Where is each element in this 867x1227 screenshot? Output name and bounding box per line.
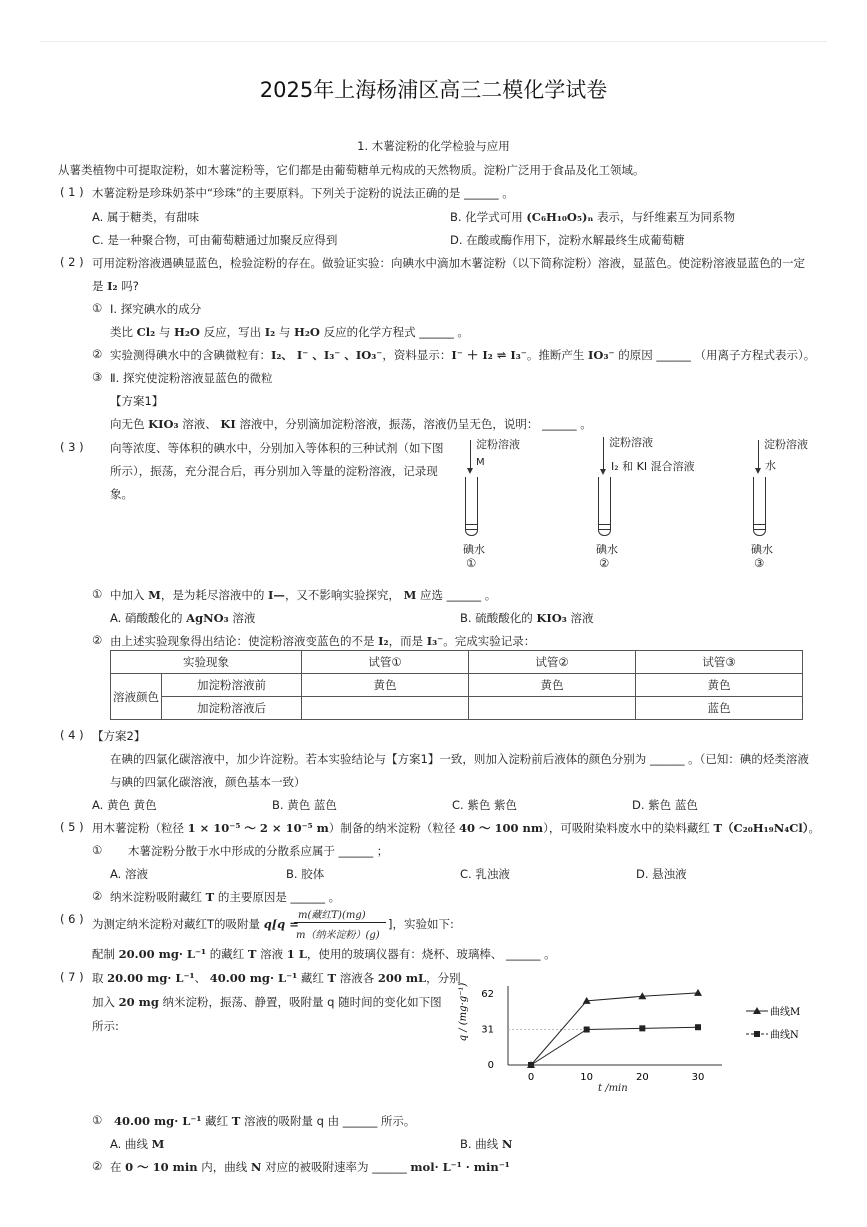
q2-sub1-text: 类比 Cl₂ 与 H₂O 反应，写出 I₂ 与 H₂O 反应的化学方程式 ______ 。: [110, 325, 469, 339]
q7-sub1-text: 40.00 mg· L⁻¹ 藏红 T 溶液的吸附量 q 由 ______ 所示。: [114, 1114, 416, 1128]
table-header-cell: 试管②: [469, 651, 636, 674]
table-header-cell: 试管①: [302, 651, 469, 674]
table-cell: 黄色: [636, 674, 803, 697]
q6-line2: 配制 20.00 mg· L⁻¹ 的藏红 T 溶液 1 L，使用的玻璃仪器有：烧杯、玻璃棒、 ______ 。: [92, 947, 556, 961]
tube3-top-label: 淀粉溶液: [764, 438, 808, 451]
q1-option-b: B. 化学式可用 (C₆H₁₀O₅)ₙ 表示，与纤维素互为同系物: [450, 210, 736, 224]
q1-option-c: C. 是一种聚合物，可由葡萄糖通过加聚反应得到: [92, 233, 338, 247]
q3-sub1-mark: ①: [92, 587, 103, 601]
q2-sub1-mark: ①: [92, 301, 103, 315]
table-row-label: 加淀粉溶液前: [162, 674, 302, 697]
chart-ylabel: q / (mg·g⁻¹): [458, 982, 469, 1042]
tube2-arrow-icon: [603, 437, 604, 473]
q3-number: ( 3 ): [60, 440, 84, 454]
q4-option-d: D. 紫色 蓝色: [632, 798, 698, 812]
plan1-text: 向无色 KIO₃ 溶液、 KI 溶液中，分别滴加淀粉溶液，振荡，溶液仍呈无色，说明： ______ 。: [110, 417, 592, 431]
q3-stem-line2: 所示），振荡，充分混合后，再分别加入等量的淀粉溶液，记录现: [110, 464, 438, 478]
tube2-top-label: 淀粉溶液: [609, 436, 653, 449]
q7-option-b: B. 曲线 N: [460, 1137, 513, 1151]
table-group-cell: 溶液颜色: [111, 674, 162, 720]
q7-option-a: A. 曲线 M: [110, 1137, 165, 1151]
q2-stem-line1: 可用淀粉溶液遇碘显蓝色，检验淀粉的存在。做验证实验：向碘水中滴加木薯淀粉（以下简称淀粉）溶液，显蓝色。使淀粉溶液显蓝色的一定: [92, 256, 805, 270]
q4-number: ( 4 ): [60, 728, 84, 742]
q4-option-b: B. 黄色 蓝色: [272, 798, 337, 812]
q3-option-b: B. 硫酸酸化的 KIO₃ 溶液: [460, 611, 594, 625]
data-point-n: [528, 1062, 534, 1068]
plan1-label: 【方案1】: [110, 394, 164, 408]
chart-legend: [746, 1005, 800, 1041]
q5-option-b: B. 胶体: [286, 867, 325, 881]
q7-number: ( 7 ): [60, 970, 84, 984]
q3-sub2-mark: ②: [92, 633, 103, 647]
tube1-arrow-icon: [470, 440, 471, 472]
data-point-n: [639, 1025, 645, 1031]
q6-number: ( 6 ): [60, 912, 84, 926]
q5-sub2-mark: ②: [92, 889, 103, 903]
section-title: 1. 木薯淀粉的化学检验与应用: [357, 139, 510, 153]
legend-label-m: 曲线M: [770, 1007, 801, 1018]
q7-sub2-mark: ②: [92, 1159, 103, 1173]
tube2-mark: ②: [599, 556, 610, 570]
tube2-reagent-label: I₂ 和 KI 混合溶液: [611, 460, 695, 473]
q5-option-d: D. 悬浊液: [636, 867, 687, 881]
table-header-cell: 试管③: [636, 651, 803, 674]
q2-number: ( 2 ): [60, 255, 84, 269]
q1-option-a: A. 属于糖类，有甜味: [92, 210, 199, 224]
tube3-icon: [753, 477, 766, 536]
table-row-label: 加淀粉溶液后: [162, 697, 302, 720]
chart-y-tick: 0: [487, 1060, 494, 1071]
chart-x-tick: 20: [635, 1072, 649, 1083]
page-title: 2025年上海杨浦区高三二模化学试卷: [259, 78, 608, 102]
q6-denominator: m（纳米淀粉）(g): [296, 930, 380, 941]
q6-numerator: m(藏红T)(mg): [298, 910, 366, 921]
chart-xlabel: t /min: [598, 1083, 628, 1094]
tube3-bottom-label: 碘水: [751, 543, 773, 556]
q4-option-c: C. 紫色 紫色: [452, 798, 517, 812]
q3-option-a: A. 硝酸酸化的 AgNO₃ 溶液: [110, 611, 256, 625]
q7-line2: 加入 20 mg 纳米淀粉，振荡、静置，吸附量 q 随时间的变化如下图: [92, 995, 442, 1009]
tube1-reagent-label: M: [476, 457, 485, 468]
q1-number: ( 1 ): [60, 185, 84, 199]
table-row: [111, 697, 803, 720]
q2-sub3-title: Ⅱ. 探究使淀粉溶液显蓝色的微粒: [110, 371, 273, 385]
table-header-row: [111, 651, 803, 674]
tube1-mark: ①: [466, 556, 477, 570]
table-cell: 蓝色: [636, 697, 803, 720]
chart-y-tick: 62: [481, 989, 494, 1000]
q5-sub1-text: 木薯淀粉分散于水中形成的分散系应属于 ______ ；: [128, 844, 389, 858]
series-line-n: [531, 1027, 698, 1065]
table-cell: [469, 697, 636, 720]
chart-x-tick: 10: [580, 1072, 594, 1083]
q3-stem-line1: 向等浓度、等体积的碘水中，分别加入等体积的三种试剂（如下图: [110, 441, 444, 455]
q4-stem-line1: 在碘的四氯化碳溶液中，加少许淀粉。若本实验结论与【方案1】一致，则加入淀粉前后液体的颜色分别为 ______ 。（已知：碘的烃类溶液: [110, 752, 809, 766]
q2-stem-line2: 是 I₂ 吗?: [92, 279, 139, 293]
q5-stem: 用木薯淀粉（粒径 1 × 10⁻⁵ ～ 2 × 10⁻⁵ m）制备的纳米淀粉（粒径 40 ～ 100 nm），可吸附染料废水中的染料藏红 T（C₂₀H₁₉N₄Cl）。: [92, 821, 821, 835]
q5-number: ( 5 ): [60, 820, 84, 834]
q2-sub2-text: 实验测得碘水中的含碘微粒有：I₂、 I⁻ 、I₃⁻ 、IO₃⁻，资料显示：I⁻ ＋ I₂ ⇌ I₃⁻。推断产生 IO₃⁻ 的原因 ______ （用离子方程式表示）。: [110, 348, 816, 362]
q5-option-c: C. 乳浊液: [460, 867, 510, 881]
q3-sub2-text: 由上述实验现象得出结论：使淀粉溶液变蓝色的不是 I₂，而是 I₃⁻。完成实验记录：: [110, 634, 536, 648]
q6-fraction-bar: [294, 922, 386, 923]
legend-label-n: 曲线N: [770, 1030, 799, 1041]
chart-y-tick: 31: [481, 1024, 494, 1036]
q3-stem-line3: 象。: [110, 487, 133, 501]
q1-option-d: D. 在酸或酶作用下，淀粉水解最终生成葡萄糖: [450, 233, 685, 247]
q7-sub2-text: 在 0 ～ 10 min 内，曲线 N 对应的被吸附速率为 ______ mol· L⁻¹ · min⁻¹: [110, 1160, 510, 1174]
adsorption-chart: [450, 978, 820, 1088]
table-cell: 黄色: [302, 674, 469, 697]
data-point-n: [695, 1024, 701, 1030]
data-point-n: [584, 1027, 590, 1033]
intro-text: 从薯类植物中可提取淀粉，如木薯淀粉等，它们都是由葡萄糖单元构成的天然物质。淀粉广泛用于食品及化工领域。: [58, 163, 645, 177]
plan2-label: 【方案2】: [92, 729, 146, 743]
top-rule: [40, 41, 827, 42]
tube3-arrow-icon: [758, 440, 759, 472]
tube2-icon: [598, 477, 611, 536]
table-cell: 黄色: [469, 674, 636, 697]
q5-sub1-mark: ①: [92, 843, 103, 857]
tube3-mark: ③: [754, 556, 765, 570]
q7-sub1-mark: ①: [92, 1113, 103, 1127]
q4-stem-line2: 与碘的四氯化碳溶液，颜色基本一致）: [110, 775, 306, 789]
table-row: [111, 674, 803, 697]
q7-line1: 取 20.00 mg· L⁻¹、 40.00 mg· L⁻¹ 藏红 T 溶液各 200 mL，分别: [92, 971, 461, 985]
chart-x-tick: 30: [691, 1072, 705, 1083]
q7-line3: 所示:: [92, 1019, 119, 1033]
tube1-icon: [465, 477, 478, 536]
table-cell: [302, 697, 469, 720]
table-header-cell: 实验现象: [111, 651, 302, 674]
tube1-top-label: 淀粉溶液: [476, 438, 520, 451]
q5-option-a: A. 溶液: [110, 867, 148, 881]
tube1-bottom-label: 碘水: [463, 543, 485, 556]
data-point-m: [694, 989, 702, 996]
q2-sub3-mark: ③: [92, 370, 103, 384]
tube3-reagent-label: 水: [765, 459, 776, 472]
q6-stem: 为测定纳米淀粉对藏红T的吸附量 q[q =: [92, 917, 299, 931]
q4-option-a: A. 黄色 黄色: [92, 798, 157, 812]
experiment-record-table: [110, 650, 803, 720]
tube2-bottom-label: 碘水: [596, 543, 618, 556]
q2-sub1-title: Ⅰ. 探究碘水的成分: [110, 302, 202, 316]
chart-series-layer: [527, 989, 702, 1068]
q5-sub2-text: 纳米淀粉吸附藏红 T 的主要原因是 ______ 。: [110, 890, 341, 904]
q3-sub1-text: 中加入 M，是为耗尽溶液中的 I—，又不影响实验探究， M 应选 ______ 。: [110, 588, 497, 602]
legend-square-icon: [754, 1031, 760, 1037]
chart-x-tick: 0: [527, 1072, 535, 1083]
q1-stem: 木薯淀粉是珍珠奶茶中“珍珠”的主要原料。下列关于淀粉的说法正确的是 ______ 。: [92, 186, 514, 200]
q6-stem-end: ]，实验如下:: [388, 917, 454, 931]
q2-sub2-mark: ②: [92, 347, 103, 361]
